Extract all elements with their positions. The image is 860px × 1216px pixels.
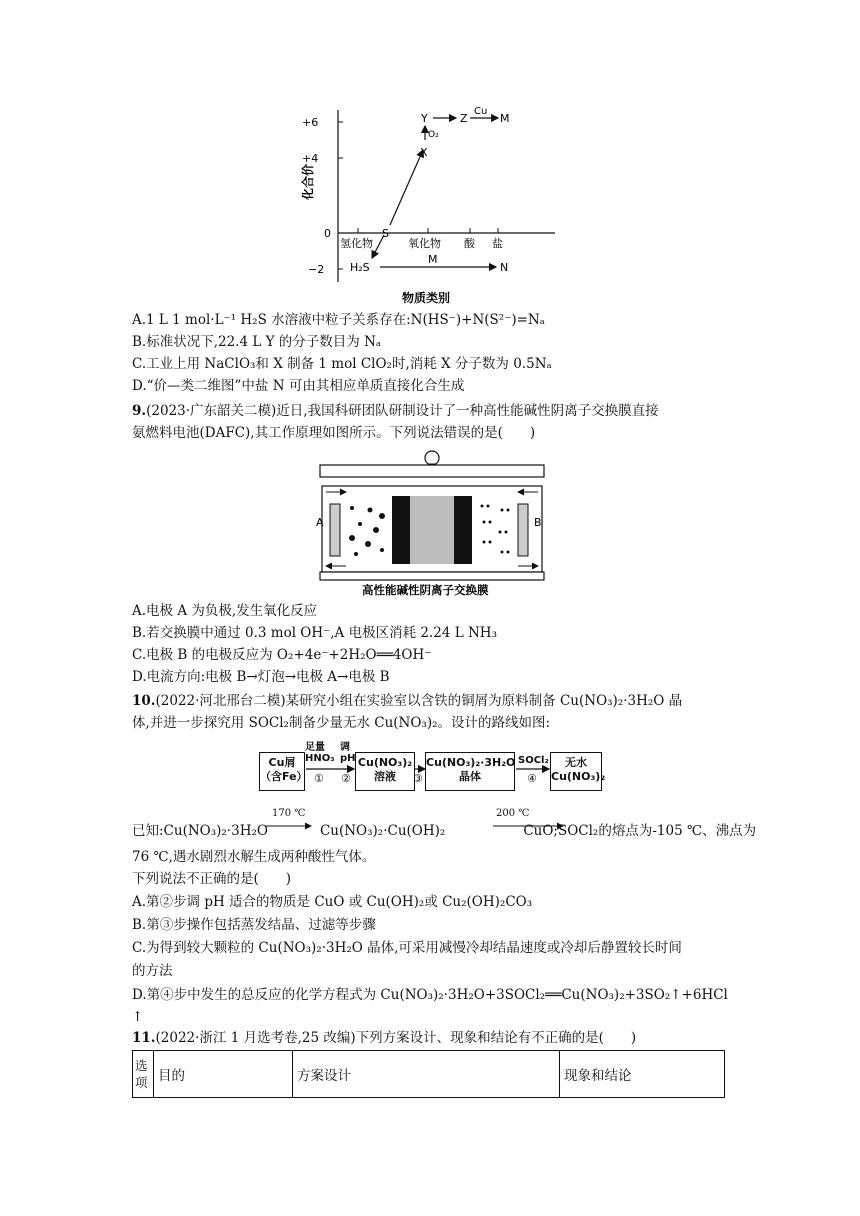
- q10-known-line2: 76 ℃,遇水剧烈水解生成两种酸性气体。: [132, 849, 376, 865]
- membrane-caption: 高性能碱性阴离子交换膜: [362, 583, 489, 597]
- q9-option-a: A.电极 A 为负极,发生氧化反应: [132, 603, 318, 619]
- q8-option-a: A.1 L 1 mol·L⁻¹ H₂S 水溶液中粒子关系存在:N(HS⁻)+N(S²⁻)=Nₐ: [132, 312, 545, 328]
- flow-box-crystal: Cu(NO₃)₂·3H₂O晶体: [425, 752, 515, 791]
- y-tick-label: 0: [324, 227, 331, 240]
- arrow3-step: ③: [413, 772, 423, 785]
- node-y: Y: [421, 112, 428, 125]
- q10-question: 下列说法不正确的是( ): [132, 871, 292, 887]
- flow-box-anhydrous: 无水Cu(NO₃)₂: [550, 752, 602, 791]
- node-h2s: H₂S: [350, 261, 370, 274]
- q9-option-b: B.若交换膜中通过 0.3 mol OH⁻,A 电极区消耗 2.24 L NH₃: [132, 625, 497, 641]
- electrode-b-label: B: [534, 516, 542, 529]
- arrow1-reagent: 足量HNO₃: [305, 742, 335, 764]
- x-category-label: 氧化物: [408, 237, 441, 250]
- y-tick-label: −2: [308, 263, 325, 276]
- node-x: X: [420, 146, 428, 159]
- known-arrows: [263, 806, 623, 836]
- arrow-label-cu: Cu: [474, 106, 488, 117]
- arrow2-reagent: 调pH: [340, 742, 356, 764]
- q10-known-line1: 已知:Cu(NO₃)₂·3H₂O Cu(NO₃)₂·Cu(OH)₂ CuO;SOCl₂的熔点为-105 ℃、沸点为: [132, 823, 757, 839]
- node-n: N: [500, 261, 509, 274]
- q8-option-d: D.“价—类二维图”中盐 N 可由其相应单质直接化合生成: [132, 378, 465, 394]
- q10-option-d-cont: ↑: [132, 1009, 144, 1025]
- q10-option-c-cont: 的方法: [132, 963, 173, 979]
- q10-option-d: D.第④步中发生的总反应的化学方程式为 Cu(NO₃)₂·3H₂O+3SOCl₂══Cu(NO₃)₂+3SO₂↑+6HCl: [132, 987, 728, 1003]
- x-category-label: 盐: [492, 237, 503, 250]
- q11-table: [132, 1050, 725, 1098]
- q9-option-d: D.电流方向:电极 B→灯泡→电极 A→电极 B: [132, 669, 390, 685]
- arrow4-step: ④: [527, 772, 537, 785]
- header-scheme: 方案设计: [293, 1051, 560, 1098]
- q10-option-a: A.第②步调 pH 适合的物质是 CuO 或 Cu(OH)₂或 Cu₂(OH)₂CO₃: [132, 894, 533, 910]
- electrode-a-label: A: [316, 516, 324, 529]
- q11-stem: 11.(2022·浙江 1 月选考卷,25 改编)下列方案设计、现象和结论有不正确的是( ): [132, 1030, 637, 1046]
- bulb-icon: [425, 451, 439, 465]
- node-z: Z: [460, 112, 468, 125]
- y-axis-label: 化合价: [301, 163, 315, 200]
- q8-option-c: C.工业上用 NaClO₃和 X 制备 1 mol ClO₂时,消耗 X 分子数为 0.5Nₐ: [132, 356, 552, 372]
- node-s: S: [382, 227, 389, 240]
- fuel-cell-diagram: [312, 446, 552, 598]
- header-purpose: 目的: [154, 1051, 293, 1098]
- q9-stem-line1: 9.(2023·广东韶关二模)近日,我国科研团队研制设计了一种高性能碱性阴离子交换膜直接: [132, 403, 659, 419]
- header-result: 现象和结论: [560, 1051, 725, 1098]
- arrow2-step: ②: [341, 772, 351, 785]
- q8-option-b: B.标准状况下,22.4 L Y 的分子数目为 Nₐ: [132, 334, 382, 350]
- q9-stem-line2: 氨燃料电池(DAFC),其工作原理如图所示。下列说法错误的是( ): [132, 425, 536, 441]
- arrow-label-o2: O₂: [428, 130, 439, 140]
- arrow1-step: ①: [314, 772, 324, 785]
- table-header-row: [133, 1051, 725, 1098]
- header-option: 选项: [133, 1051, 154, 1098]
- q11-number: 11.: [132, 1030, 156, 1046]
- flow-box-cu-scrap: Cu屑（含Fe）: [259, 752, 305, 791]
- x-category-label: 酸: [464, 237, 475, 250]
- q10-option-b: B.第③步操作包括蒸发结晶、过滤等步骤: [132, 917, 376, 933]
- q10-option-c: C.为得到较大颗粒的 Cu(NO₃)₂·3H₂O 晶体,可采用减慢冷却结晶速度或冷却后静置较长时间: [132, 940, 682, 956]
- known-temp-1: 170 ℃: [272, 808, 306, 819]
- y-tick-label: +6: [302, 116, 319, 129]
- q9-number: 9.: [132, 403, 147, 419]
- q10-stem-line2: 体,并进一步探究用 SOCl₂制备少量无水 Cu(NO₃)₂。设计的路线如图:: [132, 715, 551, 731]
- flow-box-solution: Cu(NO₃)₂溶液: [355, 752, 415, 791]
- known-temp-2: 200 ℃: [496, 808, 530, 819]
- x-category-label: 氢化物: [340, 237, 373, 250]
- x-axis-label: 物质类别: [402, 291, 451, 305]
- y-tick-label: +4: [302, 152, 319, 165]
- arrow-label-m: M: [428, 253, 438, 266]
- arrow4-reagent: SOCl₂: [518, 755, 549, 766]
- q10-stem-line1: 10.(2022·河北邢台二模)某研究小组在实验室以含铁的铜屑为原料制备 Cu(NO₃)₂·3H₂O 晶: [132, 693, 683, 709]
- node-m: M: [500, 112, 510, 125]
- q10-number: 10.: [132, 693, 156, 709]
- q9-option-c: C.电极 B 的电极反应为 O₂+4e⁻+2H₂O══4OH⁻: [132, 647, 432, 663]
- valence-class-diagram: [280, 100, 580, 310]
